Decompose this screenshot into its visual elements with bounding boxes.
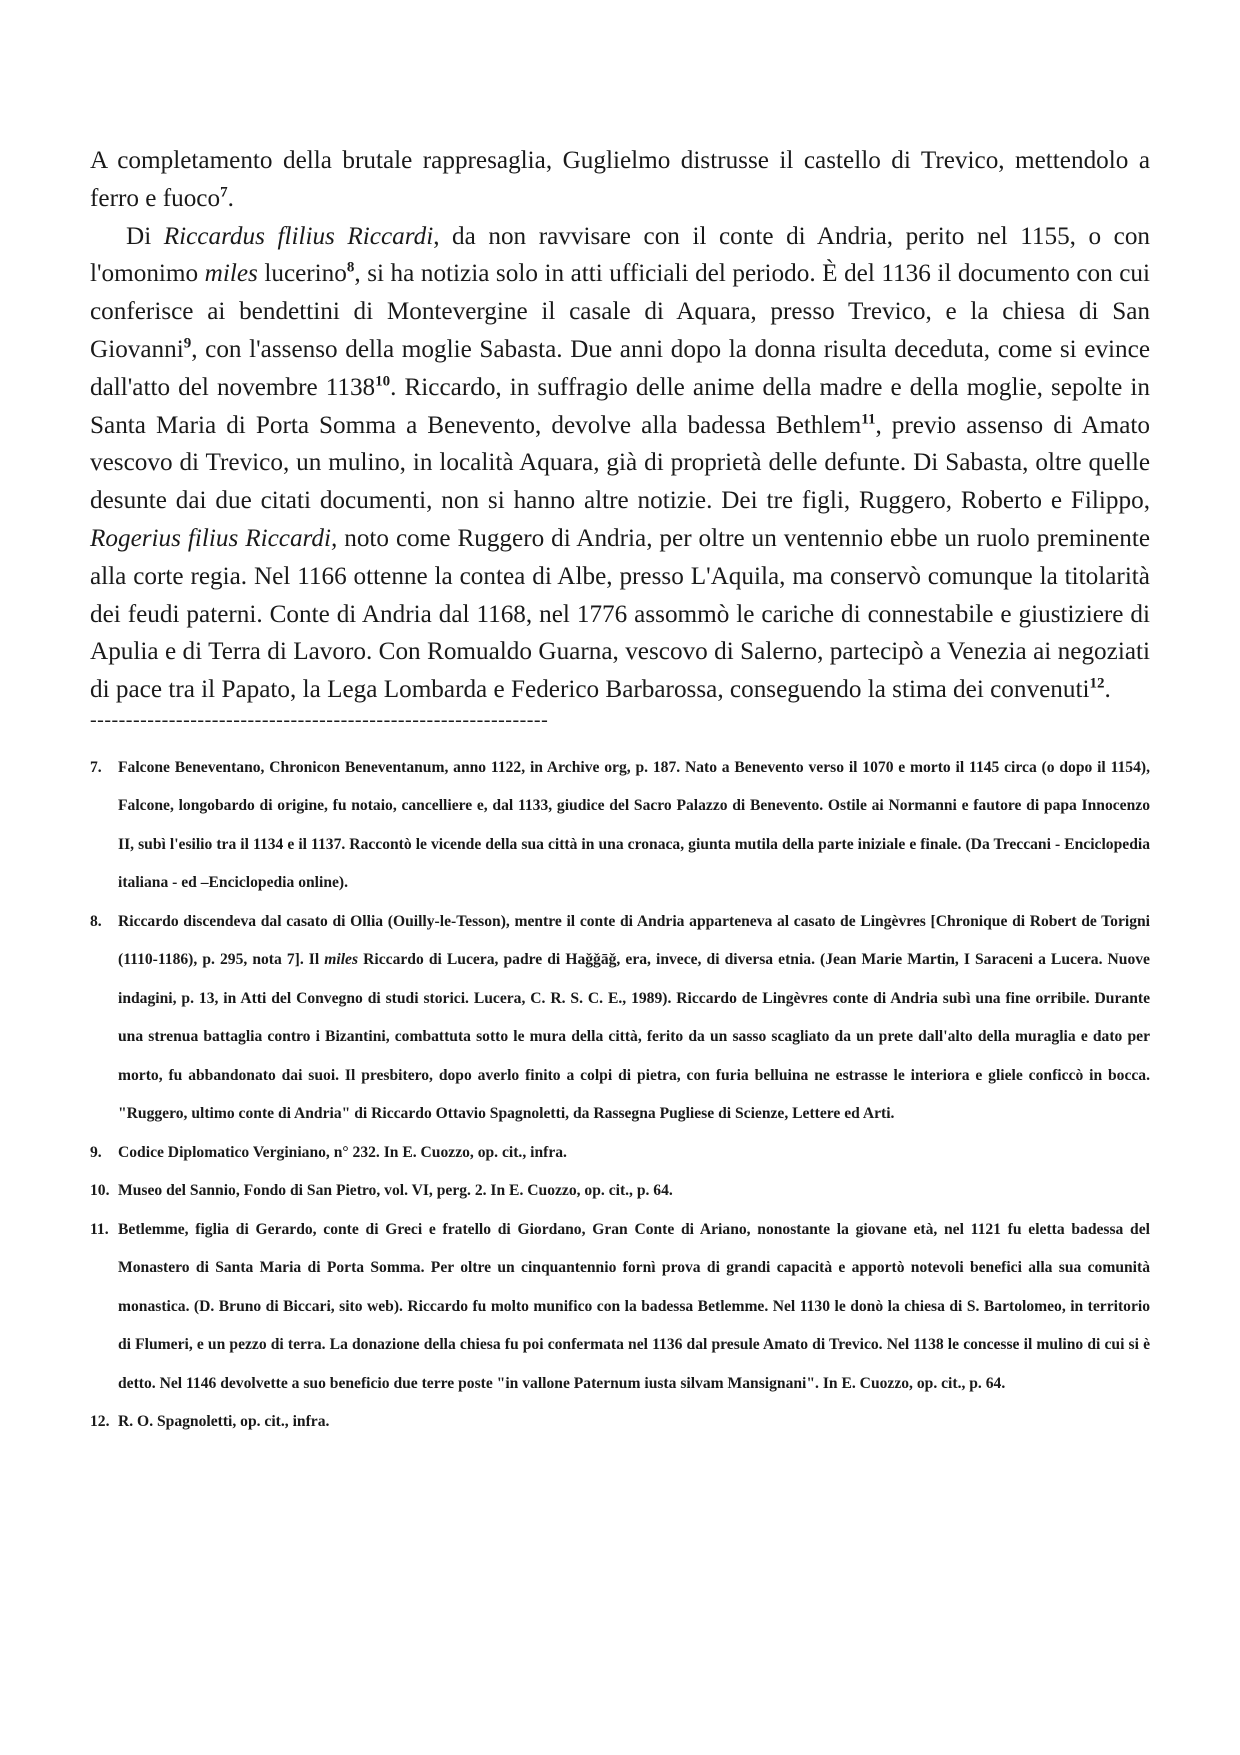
document-page — [90, 142, 1150, 1442]
text-run: . — [227, 184, 234, 212]
text-run: Codice Diplomatico Verginiano, n° 232. In E. Cuozzo, op. cit., infra. — [118, 1143, 567, 1161]
footnote — [90, 1403, 1150, 1442]
text-run: R. O. Spagnoletti, op. cit., infra. — [118, 1413, 330, 1431]
italic-text: Rogerius filius Riccardi, — [90, 524, 338, 552]
text-run: , previo assenso di Amato vescovo di Trevico, un mulino, in località Aquara, già di proprietà delle defunte. Di Sabasta, oltre quelle desunte dai due citati documenti, non si hanno altre notizie. Dei tre figli, Ruggero, Roberto e Filippo, — [90, 411, 1150, 515]
text-run: , da non ravvisare con il conte di Andria, perito nel 1155, o con l'omonimo — [90, 222, 1151, 288]
footnote-text — [118, 1144, 567, 1161]
footnotes-list — [90, 749, 1150, 1442]
text-run: . — [1104, 676, 1111, 704]
text-run: noto come Ruggero di Andria, per oltre un ventennio ebbe un ruolo preminente alla corte regia. Nel 1166 ottenne la contea di Albe, presso L'Aquila, ma conservò comunque la titolarità dei feudi paterni. Conte di Andria dal 1168, nel 1776 assommò le cariche di connestabile e giustiziere di Apulia e di Terra di Lavoro. Con Romualdo Guarna, vescovo di Salerno, partecipò a Venezia ai negoziati di pace tra il Papato, la Lega Lombarda e Federico Barbarossa, conseguendo la stima dei convenuti — [90, 524, 1151, 704]
footnote — [90, 1172, 1150, 1211]
footnote-ref: 11 — [861, 411, 876, 428]
text-run: lucerino — [257, 260, 347, 288]
footnote-number: 11. — [90, 1220, 109, 1238]
text-run: Betlemme, figlia di Gerardo, conte di Greci e fratello di Giordano, Gran Conte di Ariano, nonostante la giovane età, nel 1121 fu eletta badessa del Monastero di Santa Maria di Porta Somma. Per oltre un cinquantennio fornì prova di grandi capacità e apportò notevoli benefici alla sua comunità monastica. (D. Bruno di Biccari, sito web). Riccardo fu molto munifico con la badessa Betlemme. Nel 1130 le donò la chiesa di S. Bartolomeo, in territorio di Flumeri, e un pezzo di terra. La donazione della chiesa fu poi confermata nel 1136 dal presule Amato di Trevico. Nel 1138 le concesse il mulino di cui si è detto. Nel 1146 devolvette a suo beneficio due terre poste "in vallone Paternum iusta silvam Mansignani". In E. Cuozzo, op. cit., p. 64. — [118, 1220, 1150, 1392]
text-run: Riccardo discendeva dal casato di Ollia (Ouilly-le-Tesson), mentre il conte di Andria apparteneva al casato de Lingèvres [Chronique di Robert de Torigni (1110-1186), p. 295, nota 7]. Il — [118, 912, 1150, 969]
body-paragraph — [90, 142, 1150, 218]
footnote-ref: 8 — [346, 260, 355, 276]
footnote-number: 8. — [90, 912, 102, 930]
footnote-text — [118, 1182, 673, 1199]
footnote-ref: 9 — [183, 335, 192, 352]
italic-text: miles — [204, 260, 258, 288]
footnote — [90, 1211, 1150, 1404]
footnote-number: 10. — [90, 1182, 110, 1200]
footnote-text — [118, 1413, 329, 1430]
footnote — [90, 749, 1150, 903]
text-run: , con l'assenso della moglie Sabasta. Due anni dopo la donna risulta deceduta, come si evince dall'atto del novembre 1138 — [90, 335, 1150, 401]
body-paragraph — [90, 218, 1150, 709]
text-run: Falcone Beneventano, Chronicon Beneventanum, anno 1122, in Archive org, p. 187. Nato a Benevento verso il 1070 e morto il 1145 circa (o dopo il 1154), Falcone, longobardo di origine, fu notaio, cancelliere e, dal 1133, giudice del Sacro Palazzo di Benevento. Ostile ai Normanni e fautore di papa Innocenzo II, subì l'esilio tra il 1134 e il 1137. Raccontò le vicende della sua città in una cronaca, giunta mutila della parte iniziale e finale. (Da Treccani - Enciclopedia italiana - ed –Enciclopedia online). — [118, 758, 1150, 892]
footnote-text — [118, 759, 1150, 892]
footnote-text — [118, 1221, 1150, 1392]
text-run: A completamento della brutale rappresaglia, Guglielmo distrusse il castello di Trevico, mettendolo a ferro e fuoco — [90, 147, 1150, 212]
footnote — [90, 1134, 1150, 1173]
text-run: Museo del Sannio, Fondo di San Pietro, vol. VI, perg. 2. In E. Cuozzo, op. cit., p. 64. — [118, 1182, 673, 1200]
text-run: Di — [126, 222, 164, 250]
text-run: Riccardo di Lucera, padre di Haǧǧāǧ, era, invece, di diversa etnia. (Jean Marie Martin, I Saraceni a Lucera. Nuove indagini, p. 13, in Atti del Convegno di studi storici. Lucera, C. R. S. C. E., 1989). Riccardo de Lingèvres conte di Andria subì una fine orribile. Durante una strenua battaglia contro i Bizantini, combattuta sotto le mura della città, ferito da un sasso scagliato da un prete dall'alto della muraglia e dato per morto, fu abbandonato dai suoi. Il presbitero, dopo averlo finito a colpi di pietra, con furia belluina ne estrasse le interiora e gliele conficcò in bocca. "Ruggero, ultimo conte di Andria" di Riccardo Ottavio Spagnoletti, da Rassegna Pugliese di Scienze, Lettere ed Arti. — [118, 951, 1150, 1123]
footnote-ref: 7 — [220, 184, 228, 201]
footnote-number: 12. — [90, 1413, 110, 1431]
footnote — [90, 903, 1150, 1134]
italic-text: miles — [324, 951, 359, 969]
footnote-ref: 10 — [375, 373, 391, 390]
footnote-ref: 12 — [1089, 675, 1105, 692]
text-run: , si ha notizia solo in atti ufficiali del periodo. È del 1136 il documento con cui conferisce ai bendettini di Montevergine il casale di Aquara, presso Trevico, e la chiesa di San Giovanni — [90, 260, 1150, 363]
footnote-number: 9. — [90, 1143, 102, 1161]
footnote-text — [118, 913, 1150, 1123]
italic-text: Riccardus flilius Riccardi — [163, 222, 434, 250]
main-text — [90, 142, 1150, 709]
text-run: . Riccardo, in suffragio delle anime della madre e della moglie, sepolte in Santa Maria di Porta Somma a Benevento, devolve alla badessa Bethlem — [90, 373, 1150, 439]
footnote-separator: ---------------------------------------------------------------- — [90, 708, 549, 731]
footnote-number: 7. — [90, 758, 102, 776]
